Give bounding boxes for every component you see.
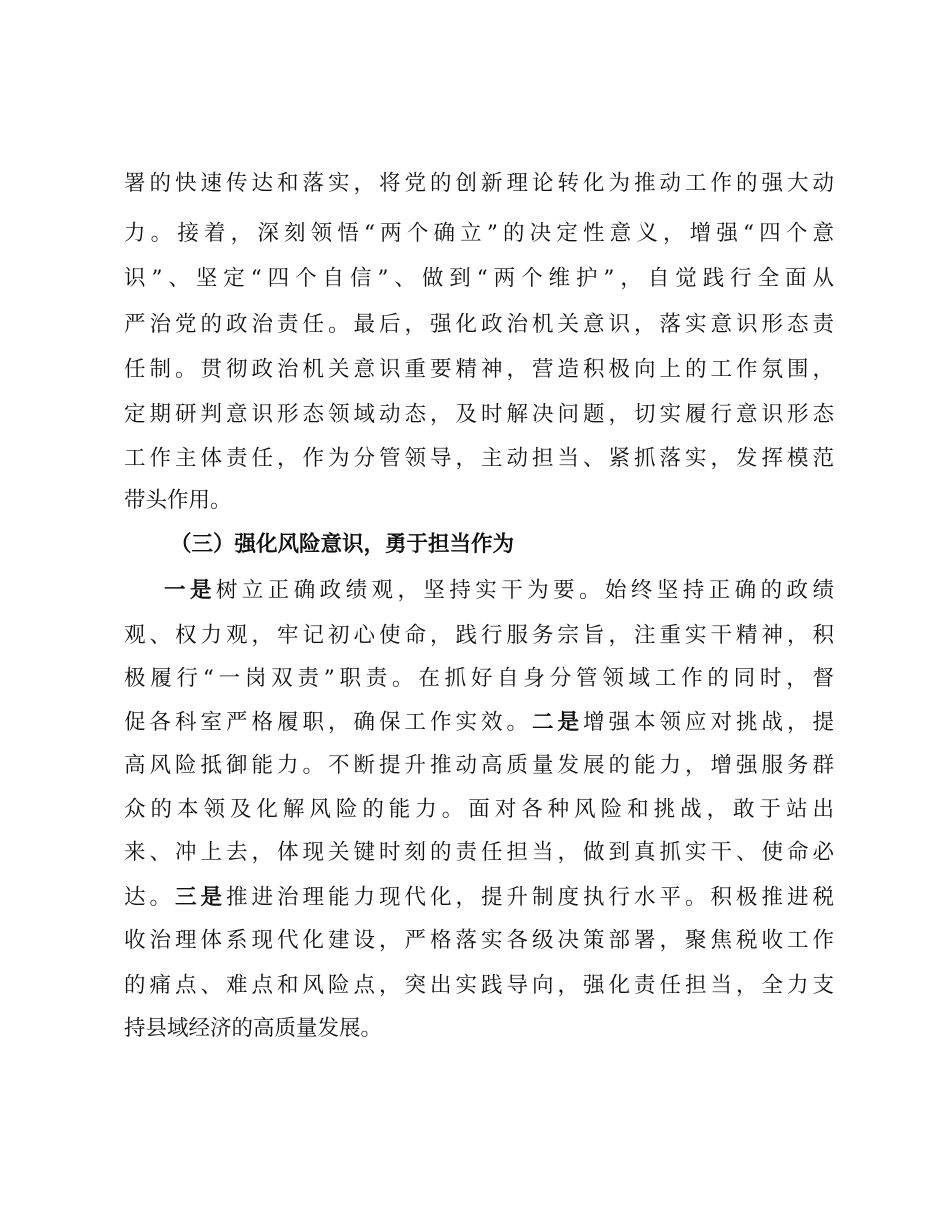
paragraph-line: 极履行“一岗双责”职责。在抓好自身分管领域工作的同时，督 <box>124 666 834 691</box>
item-lead-3: 三是 <box>175 885 226 910</box>
paragraph-line: 的痛点、难点和风险点，突出实践导向，强化责任担当，全力支 <box>124 973 834 998</box>
paragraph-line: 力。接着，深刻领悟“两个确立”的决定性意义，增强“四个意 <box>124 221 834 246</box>
paragraph-text: 增强本领应对挑战，提 <box>582 710 834 735</box>
paragraph-line: 收治理体系现代化建设，严格落实各级决策部署，聚焦税收工作 <box>124 928 834 953</box>
paragraph-line: 定期研判意识形态领域动态，及时解决问题，切实履行意识形态 <box>124 402 834 427</box>
paragraph-text: 推进治理能力现代化，提升制度执行水平。积极推进税 <box>226 885 834 910</box>
paragraph-line: 观、权力观，牢记初心使命，践行服务宗旨，注重实干精神，积 <box>124 623 834 648</box>
paragraph-line: 众的本领及化解风险的能力。面对各种风险和挑战，敢于站出 <box>124 797 834 822</box>
paragraph-line: 严治党的政治责任。最后，强化政治机关意识，落实意识形态责 <box>124 312 834 337</box>
paragraph-line <box>164 571 834 611</box>
section-heading: （三）强化风险意识，勇于担当作为 <box>170 532 515 557</box>
paragraph-line: 带头作用。 <box>124 488 232 513</box>
paragraph-line: 高风险抵御能力。不断提升推动高质量发展的能力，增强服务群 <box>124 753 834 778</box>
paragraph-line <box>124 878 834 918</box>
paragraph-line: 来、冲上去，体现关键时刻的责任担当，做到真抓实干、使命必 <box>124 840 834 865</box>
item-lead-2: 二是 <box>531 710 583 735</box>
item-lead-1: 一是 <box>164 578 216 603</box>
paragraph-text: 达。 <box>124 885 175 910</box>
paragraph-line: 识”、坚定“四个自信”、做到“两个维护”，自觉践行全面从 <box>124 266 834 291</box>
paragraph-text: 促各科室严格履职，确保工作实效。 <box>124 710 532 735</box>
paragraph-line <box>124 703 834 743</box>
paragraph-line: 署的快速传达和落实，将党的创新理论转化为推动工作的强大动 <box>124 171 834 196</box>
paragraph-line: 工作主体责任，作为分管领导，主动担当、紧抓落实，发挥模范 <box>124 446 834 471</box>
paragraph-text: 树立正确政绩观，坚持实干为要。始终坚持正确的政绩 <box>215 578 834 603</box>
paragraph-line: 持县域经济的高质量发展。 <box>124 1016 383 1041</box>
paragraph-line: 任制。贯彻政治机关意识重要精神，营造积极向上的工作氛围， <box>124 357 834 382</box>
